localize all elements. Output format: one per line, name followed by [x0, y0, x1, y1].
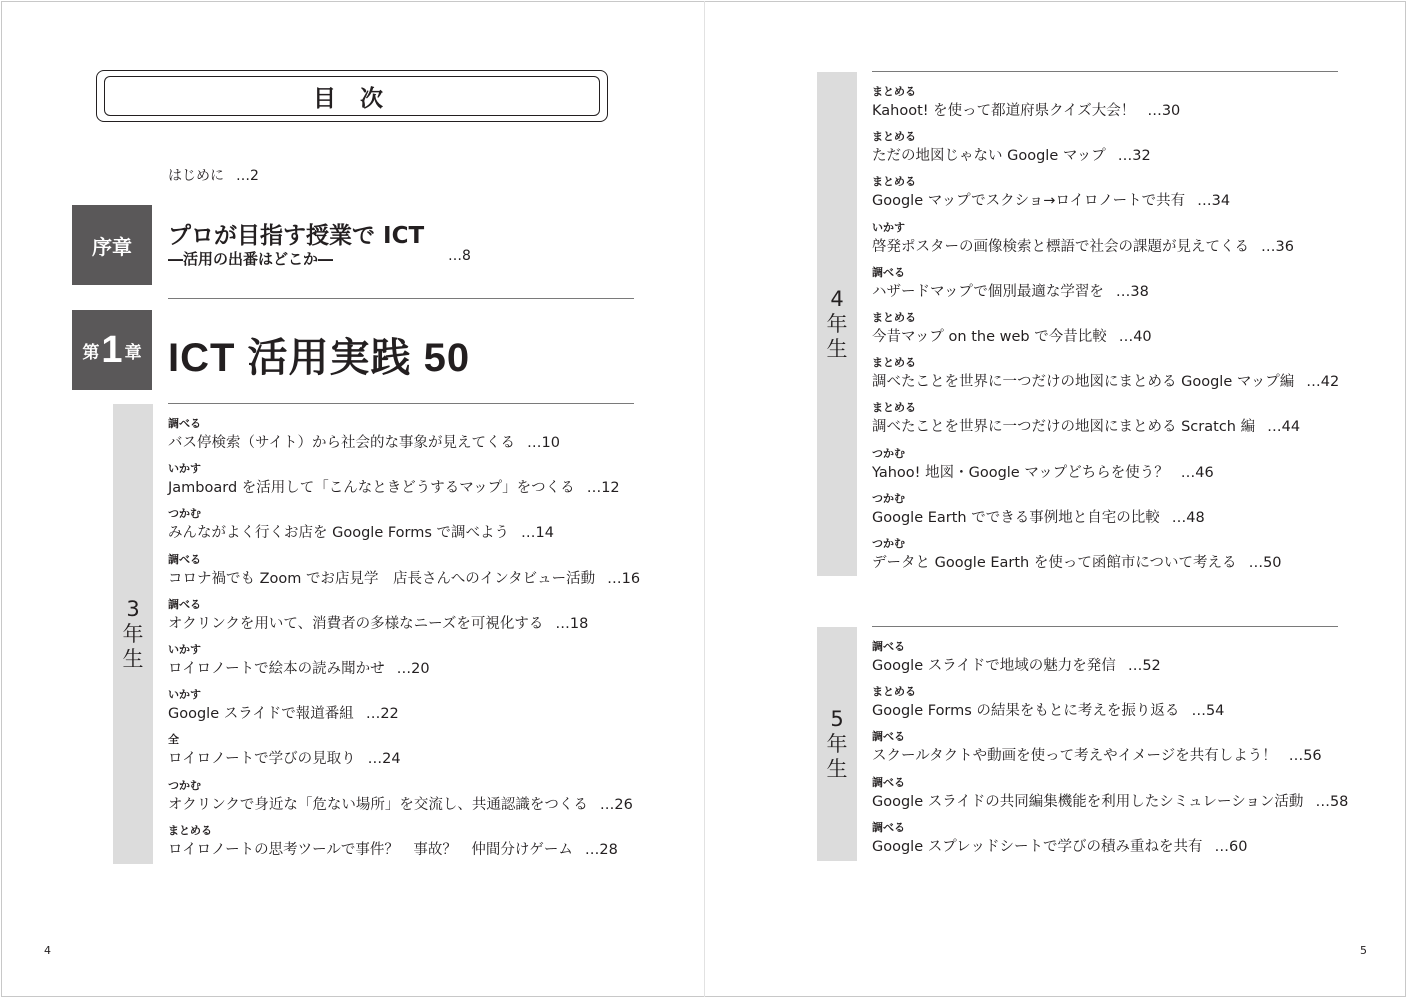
- toc-entry[interactable]: [872, 817, 1348, 862]
- entry-category: まとめる: [168, 823, 212, 837]
- entry-page: …60: [1214, 838, 1248, 855]
- entry-title: オクリンクで身近な「危ない場所」を交流し、共通認識をつくる: [168, 796, 588, 813]
- entry-page: …24: [367, 751, 401, 768]
- chapter1-tag-pre: 第: [82, 342, 100, 363]
- grade5-bar: [817, 627, 857, 861]
- divider-grade4: [872, 71, 1338, 72]
- prologue-tag-label: 序章: [92, 234, 132, 259]
- entry-line: [872, 191, 1339, 211]
- entry-page: …22: [365, 706, 399, 723]
- entry-page: …54: [1191, 703, 1225, 720]
- entry-page: …18: [555, 615, 589, 632]
- toc-entry[interactable]: [168, 639, 640, 684]
- entry-page: …40: [1118, 328, 1152, 345]
- toc-title-box: [104, 76, 600, 116]
- entry-title: Google Forms の結果をもとに考えを振り返る: [872, 703, 1180, 720]
- entry-category: いかす: [168, 642, 201, 656]
- entry-title: 啓発ポスターの画像検索と標語で社会の課題が見えてくる: [872, 238, 1249, 255]
- grade3-label: [123, 597, 144, 672]
- grade4-label-nen: 年: [826, 311, 848, 336]
- grade3-label-digit: 3: [126, 596, 140, 621]
- entry-title: ハザードマップで個別最適な学習を: [872, 283, 1104, 300]
- toc-entry[interactable]: [872, 307, 1339, 352]
- entry-page: …32: [1117, 148, 1151, 165]
- entry-line: [872, 101, 1339, 121]
- toc-entry[interactable]: [168, 458, 640, 503]
- entry-line: [872, 417, 1339, 437]
- grade4-label-sei: 生: [826, 336, 848, 361]
- entry-line: [872, 792, 1348, 812]
- grade5-label-digit: 5: [830, 706, 844, 731]
- toc-entry[interactable]: [168, 549, 640, 594]
- entry-title: Google スプレッドシートで学びの積み重ねを共有: [872, 838, 1203, 855]
- entry-line: [872, 746, 1348, 766]
- entry-line: [168, 523, 640, 543]
- intro-page: …2: [236, 168, 259, 184]
- entry-category: いかす: [168, 688, 201, 702]
- entry-line: [872, 508, 1339, 528]
- grade5-entries: [872, 636, 1348, 862]
- entry-title: データと Google Earth を使って函館市について考える: [872, 554, 1237, 571]
- entry-title: オクリンクを用いて、消費者の多様なニーズを可視化する: [168, 615, 544, 632]
- entry-title: Google スライドで地域の魅力を発信: [872, 658, 1116, 674]
- intro-label: はじめに: [168, 168, 224, 184]
- entry-category: つかむ: [872, 491, 905, 505]
- intro-entry[interactable]: [168, 165, 259, 185]
- entry-title: Google スライドの共同編集機能を利用したシミュレーション活動: [872, 793, 1304, 810]
- toc-entry[interactable]: [872, 126, 1339, 171]
- entry-page: …16: [607, 570, 641, 587]
- toc-entry[interactable]: [872, 488, 1339, 533]
- entry-category: まとめる: [872, 85, 916, 98]
- entry-category: つかむ: [168, 778, 201, 792]
- entry-title: スクールタクトや動画を使って考えやイメージを共有しよう！: [872, 748, 1277, 765]
- entry-line: [168, 433, 640, 453]
- entry-page: …28: [584, 841, 618, 858]
- entry-page: …34: [1197, 193, 1231, 210]
- entry-page: …58: [1315, 793, 1349, 810]
- entry-category: まとめる: [872, 685, 916, 699]
- prologue-subtitle: ―活用の出番はどこか―: [168, 250, 334, 268]
- toc-entry[interactable]: [872, 636, 1348, 681]
- entry-page: …10: [526, 435, 560, 451]
- entry-category: 調べる: [872, 820, 905, 834]
- entry-category: 調べる: [168, 417, 201, 430]
- entry-category: いかす: [872, 220, 905, 234]
- entry-page: …46: [1180, 464, 1214, 481]
- toc-entry[interactable]: [168, 729, 640, 774]
- entry-category: まとめる: [872, 401, 916, 415]
- entry-category: 全: [168, 733, 179, 747]
- toc-entry[interactable]: [168, 413, 640, 458]
- entry-category: まとめる: [872, 130, 916, 144]
- toc-entry[interactable]: [168, 594, 640, 639]
- toc-entry[interactable]: [872, 533, 1339, 578]
- entry-category: まとめる: [872, 310, 916, 324]
- entry-title: Yahoo! 地図・Google マップどちらを使う？: [872, 464, 1169, 481]
- toc-entry[interactable]: [872, 681, 1348, 726]
- grade5-label: [827, 707, 848, 782]
- toc-entry[interactable]: [872, 171, 1339, 216]
- entry-line: [168, 795, 640, 815]
- divider-prologue: [168, 298, 634, 299]
- entry-category: 調べる: [168, 552, 201, 566]
- divider-grade3: [168, 403, 634, 404]
- entry-line: [168, 749, 640, 769]
- toc-entry[interactable]: [168, 684, 640, 729]
- entry-page: …42: [1306, 374, 1340, 391]
- toc-entry[interactable]: [168, 775, 640, 820]
- entry-line: [168, 704, 640, 724]
- grade3-bar: [113, 404, 153, 864]
- entry-page: …26: [599, 796, 633, 813]
- chapter1-tag: [72, 310, 152, 390]
- entry-title: みんながよく行くお店を Google Forms で調べよう: [168, 525, 510, 542]
- prologue-page: …8: [448, 248, 471, 264]
- entry-page: …52: [1127, 658, 1161, 674]
- entry-line: [168, 840, 640, 860]
- toc-entry[interactable]: [872, 443, 1339, 488]
- entry-title: Jamboard を活用して「こんなときどうするマップ」をつくる: [168, 480, 575, 497]
- entry-title: コロナ禍でも Zoom でお店見学 店長さんへのインタビュー活動: [168, 570, 596, 587]
- entry-category: つかむ: [168, 507, 201, 521]
- entry-line: [872, 282, 1339, 302]
- entry-category: 調べる: [872, 730, 905, 744]
- entry-line: [872, 372, 1339, 392]
- entry-page: …38: [1115, 283, 1149, 300]
- toc-entry[interactable]: [872, 772, 1348, 817]
- entry-page: …30: [1147, 103, 1181, 119]
- entry-line: [872, 237, 1339, 257]
- grade3-entries: [168, 413, 640, 865]
- entry-title: 調べたことを世界に一つだけの地図にまとめる Scratch 編: [872, 419, 1256, 436]
- entry-line: [872, 463, 1339, 483]
- entry-title: ロイロノートで学びの見取り: [168, 751, 356, 768]
- entry-category: 調べる: [872, 775, 905, 789]
- entry-line: [872, 837, 1348, 857]
- toc-entry[interactable]: [872, 397, 1339, 442]
- grade4-entries: [872, 81, 1339, 578]
- entry-page: …50: [1248, 554, 1282, 571]
- folio-left: 4: [44, 944, 51, 957]
- entry-line: [872, 327, 1339, 347]
- entry-line: [168, 478, 640, 498]
- chapter1-tag-number: 1: [101, 329, 123, 371]
- entry-category: つかむ: [872, 536, 905, 550]
- divider-grade5: [872, 626, 1338, 627]
- entry-category: つかむ: [872, 446, 905, 460]
- entry-page: …36: [1261, 238, 1294, 255]
- entry-page: …48: [1171, 509, 1205, 526]
- prologue-tag: [72, 205, 152, 285]
- toc-entry[interactable]: [872, 352, 1339, 397]
- toc-entry[interactable]: [872, 81, 1339, 126]
- toc-entry[interactable]: [168, 503, 640, 548]
- grade3-label-sei: 生: [122, 646, 144, 671]
- grade4-label-digit: 4: [830, 286, 844, 311]
- entry-title: Google スライドで報道番組: [168, 706, 354, 723]
- book-spine: [704, 1, 705, 997]
- entry-page: …14: [521, 525, 554, 542]
- grade4-bar: [817, 72, 857, 576]
- entry-title: ロイロノートの思考ツールで事件？ 事故？ 仲間分けゲーム: [168, 841, 573, 858]
- entry-line: [872, 146, 1339, 166]
- entry-page: …56: [1288, 748, 1322, 765]
- prologue-title[interactable]: プロが目指す授業で ICT: [168, 223, 425, 249]
- entry-title: Kahoot! を使って都道府県クイズ大会！: [872, 103, 1136, 119]
- toc-entry[interactable]: [872, 726, 1348, 771]
- entry-page: …20: [396, 660, 430, 677]
- entry-title: Google Earth でできる事例地と自宅の比較: [872, 509, 1160, 526]
- entry-line: [872, 656, 1348, 676]
- toc-entry[interactable]: [872, 262, 1339, 307]
- grade5-label-sei: 生: [826, 756, 848, 781]
- toc-entry[interactable]: [168, 820, 640, 865]
- entry-category: 調べる: [872, 265, 905, 279]
- toc-entry[interactable]: [872, 217, 1339, 262]
- entry-line: [872, 701, 1348, 721]
- entry-page: …44: [1267, 419, 1301, 436]
- entry-title: バス停検索（サイト）から社会的な事象が見えてくる: [168, 435, 515, 451]
- entry-category: 調べる: [872, 640, 905, 653]
- entry-title: 今昔マップ on the web で今昔比較: [872, 328, 1107, 345]
- entry-line: [168, 569, 640, 589]
- folio-right: 5: [1360, 944, 1367, 957]
- chapter1-title[interactable]: ICT 活用実践 50: [168, 336, 471, 380]
- entry-category: いかす: [168, 462, 201, 476]
- entry-title: ただの地図じゃない Google マップ: [872, 148, 1106, 165]
- entry-category: まとめる: [872, 175, 916, 189]
- entry-page: …12: [586, 480, 620, 497]
- grade3-label-nen: 年: [122, 621, 144, 646]
- entry-title: ロイロノートで絵本の読み聞かせ: [168, 660, 385, 677]
- grade4-label: [827, 287, 848, 362]
- toc-title: 目 次: [312, 85, 391, 112]
- entry-category: 調べる: [168, 597, 201, 611]
- entry-category: まとめる: [872, 356, 916, 370]
- entry-line: [872, 553, 1339, 573]
- entry-line: [168, 659, 640, 679]
- grade5-label-nen: 年: [826, 731, 848, 756]
- chapter1-tag-post: 章: [124, 342, 142, 363]
- entry-line: [168, 614, 640, 634]
- entry-title: Google マップでスクショ→ロイロノートで共有: [872, 193, 1186, 210]
- entry-title: 調べたことを世界に一つだけの地図にまとめる Google マップ編: [872, 374, 1295, 391]
